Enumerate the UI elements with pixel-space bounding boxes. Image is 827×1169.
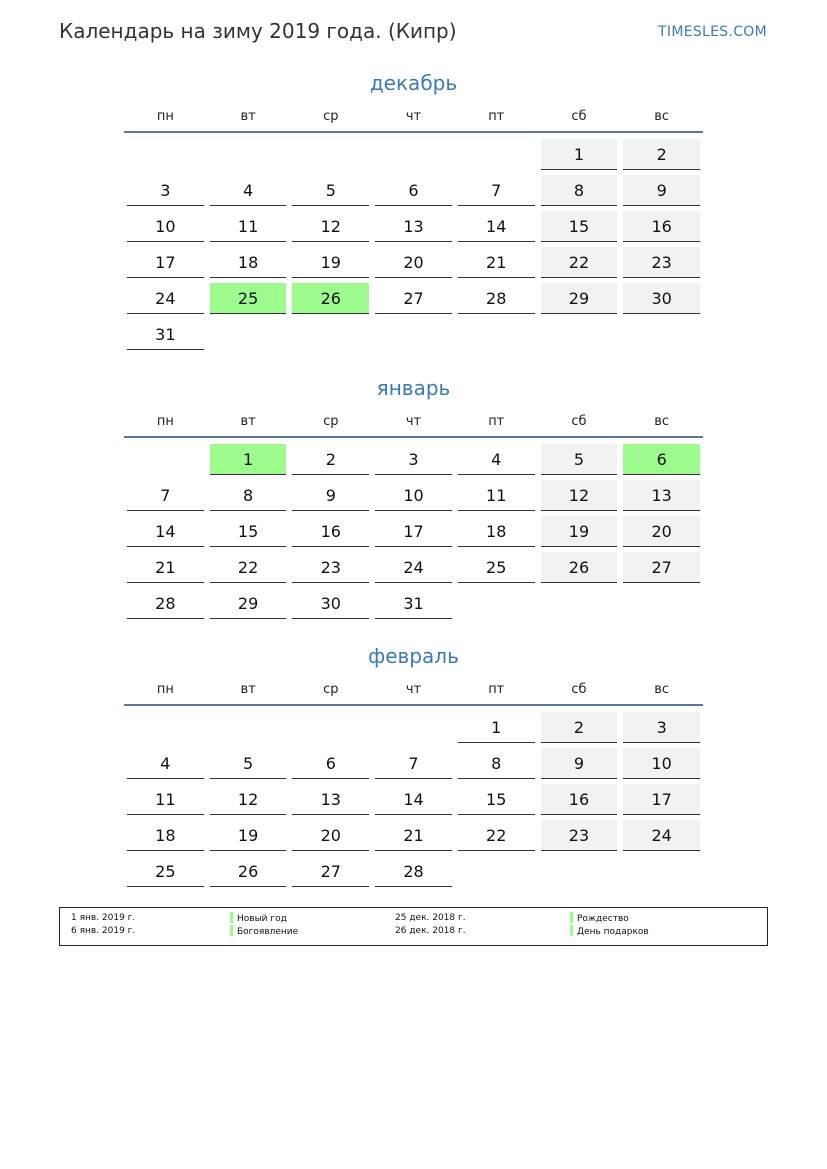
empty-cell [455,319,538,350]
day-number [458,856,535,887]
weekday-label: пт [488,109,505,124]
empty-cell [124,444,207,475]
day-number: 30 [292,588,369,619]
day-number: 19 [210,820,287,851]
day-cell [207,588,290,619]
day-cell [124,175,207,206]
day-number: 22 [541,247,618,278]
day-number [541,319,618,350]
week-row [124,784,703,815]
day-cell [124,516,207,547]
day-number: 11 [210,211,287,242]
legend-date: 6 янв. 2019 г. [71,926,136,936]
day-cell [207,516,290,547]
day-number: 5 [292,175,369,206]
day-number [458,139,535,170]
day-cell [538,552,621,583]
weekday-header [124,412,703,438]
day-number: 2 [623,139,700,170]
month-block [124,70,703,350]
day-number: 13 [623,480,700,511]
weekday-label: чт [405,414,422,429]
day-number: 16 [623,211,700,242]
weekday-label: чт [405,109,422,124]
day-number: 1 [541,139,618,170]
day-number: 10 [623,748,700,779]
day-cell [289,247,372,278]
day-number: 24 [127,283,204,314]
day-cell [538,516,621,547]
day-number [292,712,369,743]
day-cell [207,480,290,511]
day-number: 21 [127,552,204,583]
day-cell [538,139,621,170]
day-number [541,588,618,619]
day-cell [455,748,538,779]
day-number: 8 [210,480,287,511]
day-number [623,588,700,619]
week-row [124,319,703,350]
day-number: 20 [292,820,369,851]
day-cell [372,748,455,779]
empty-cell [538,856,621,887]
day-cell [538,480,621,511]
legend-item [230,926,298,937]
day-number: 27 [623,552,700,583]
day-number: 26 [541,552,618,583]
day-cell [455,444,538,475]
day-cell [372,784,455,815]
day-number: 23 [541,820,618,851]
weekday-label: пт [488,414,505,429]
day-number [127,444,204,475]
day-number [292,139,369,170]
day-number: 6 [623,444,700,475]
day-cell [455,552,538,583]
empty-cell [372,319,455,350]
legend-holiday-name: Богоявление [237,927,299,937]
day-number: 31 [127,319,204,350]
day-cell [124,211,207,242]
day-cell [538,211,621,242]
day-cell [372,820,455,851]
day-number: 4 [210,175,287,206]
day-number: 8 [541,175,618,206]
day-number: 29 [210,588,287,619]
day-cell [289,283,372,314]
week-row [124,139,703,170]
brand-link[interactable]: TIMESLES.COM [658,24,767,40]
day-number: 21 [375,820,452,851]
day-number: 24 [375,552,452,583]
day-number: 18 [458,516,535,547]
day-number: 25 [127,856,204,887]
day-number: 27 [375,283,452,314]
weekday-label: вс [654,109,670,124]
day-cell [124,820,207,851]
day-cell [207,444,290,475]
day-number: 13 [292,784,369,815]
day-cell [289,820,372,851]
day-cell [289,480,372,511]
weekday-label: вс [654,414,670,429]
day-cell [538,748,621,779]
legend-item [570,913,629,924]
weekday-label: вт [240,414,256,429]
empty-cell [289,319,372,350]
day-number: 26 [210,856,287,887]
day-number: 1 [210,444,287,475]
empty-cell [124,139,207,170]
day-cell [372,516,455,547]
day-cell [289,516,372,547]
empty-cell [289,139,372,170]
legend-date: 25 дек. 2018 г. [395,913,466,923]
weekday-label: ср [323,109,339,124]
day-number: 16 [541,784,618,815]
day-cell [289,784,372,815]
day-number [458,588,535,619]
week-row [124,283,703,314]
day-number [210,712,287,743]
empty-cell [455,856,538,887]
day-cell [289,856,372,887]
week-row [124,748,703,779]
weekday-label: сб [571,414,587,429]
day-number: 25 [458,552,535,583]
day-number: 6 [292,748,369,779]
day-number [623,319,700,350]
day-number: 18 [210,247,287,278]
week-row [124,712,703,743]
weekday-label: пн [156,414,174,429]
holiday-swatch [570,925,573,936]
day-cell [455,516,538,547]
day-cell [207,211,290,242]
weekday-label: вс [654,682,670,697]
empty-cell [207,139,290,170]
day-cell [207,175,290,206]
day-cell [372,588,455,619]
day-number: 10 [375,480,452,511]
day-number: 5 [541,444,618,475]
day-number: 26 [292,283,369,314]
day-number: 17 [375,516,452,547]
day-cell [207,247,290,278]
weekday-label: чт [405,682,422,697]
day-number: 6 [375,175,452,206]
legend-date: 1 янв. 2019 г. [71,913,136,923]
day-cell [455,247,538,278]
empty-cell [289,712,372,743]
day-number: 4 [458,444,535,475]
day-number: 23 [292,552,369,583]
day-cell [620,748,703,779]
day-cell [124,856,207,887]
month-name: февраль [368,644,459,668]
day-cell [372,283,455,314]
legend-holiday-name: Рождество [577,914,629,924]
day-number: 8 [458,748,535,779]
day-cell [124,319,207,350]
day-number: 15 [210,516,287,547]
day-number [127,139,204,170]
empty-cell [620,588,703,619]
day-cell [538,283,621,314]
day-number: 28 [127,588,204,619]
day-number: 11 [127,784,204,815]
day-number [541,856,618,887]
day-number: 9 [541,748,618,779]
week-row [124,211,703,242]
day-number: 20 [375,247,452,278]
empty-cell [620,856,703,887]
day-number: 13 [375,211,452,242]
day-number: 23 [623,247,700,278]
day-number: 2 [541,712,618,743]
day-cell [455,283,538,314]
day-cell [207,283,290,314]
day-number: 11 [458,480,535,511]
day-number: 15 [458,784,535,815]
day-cell [289,211,372,242]
legend-holiday-name: День подарков [577,927,649,937]
day-cell [455,175,538,206]
day-cell [289,748,372,779]
day-cell [455,211,538,242]
day-cell [620,516,703,547]
day-number [375,712,452,743]
legend-item [230,913,287,924]
day-cell [207,856,290,887]
empty-cell [538,588,621,619]
day-number [210,139,287,170]
empty-cell [124,712,207,743]
day-cell [455,712,538,743]
day-cell [124,784,207,815]
day-number: 14 [127,516,204,547]
holiday-swatch [230,912,233,923]
day-cell [455,480,538,511]
day-number: 22 [458,820,535,851]
week-row [124,247,703,278]
empty-cell [620,319,703,350]
day-number [127,712,204,743]
day-cell [620,480,703,511]
day-cell [620,552,703,583]
day-number: 18 [127,820,204,851]
day-number: 19 [541,516,618,547]
day-number: 24 [623,820,700,851]
day-number: 25 [210,283,287,314]
day-cell [289,444,372,475]
day-number: 7 [375,748,452,779]
day-number: 27 [292,856,369,887]
day-number: 1 [458,712,535,743]
weekday-label: вт [240,682,256,697]
day-cell [124,283,207,314]
day-cell [124,748,207,779]
day-number: 12 [210,784,287,815]
day-cell [620,247,703,278]
weekday-label: сб [571,682,587,697]
day-cell [538,784,621,815]
day-number: 15 [541,211,618,242]
day-number: 9 [292,480,369,511]
empty-cell [455,139,538,170]
month-name: январь [376,376,451,400]
day-number [623,856,700,887]
weekday-label: пн [156,109,174,124]
day-number: 17 [623,784,700,815]
day-number: 29 [541,283,618,314]
day-number: 20 [623,516,700,547]
day-cell [620,820,703,851]
weekday-header [124,107,703,133]
empty-cell [538,319,621,350]
day-number: 14 [458,211,535,242]
day-cell [372,480,455,511]
empty-cell [207,712,290,743]
day-number: 12 [292,211,369,242]
day-cell [620,175,703,206]
day-number [458,319,535,350]
weekday-label: ср [323,414,339,429]
day-cell [455,784,538,815]
day-number: 3 [623,712,700,743]
day-cell [620,444,703,475]
day-cell [289,175,372,206]
day-cell [124,588,207,619]
day-number: 9 [623,175,700,206]
day-cell [372,211,455,242]
day-cell [620,283,703,314]
day-cell [289,552,372,583]
day-cell [372,175,455,206]
week-row [124,820,703,851]
day-cell [538,712,621,743]
day-cell [538,247,621,278]
day-cell [538,444,621,475]
day-number: 17 [127,247,204,278]
day-cell [372,856,455,887]
day-number: 2 [292,444,369,475]
day-number: 31 [375,588,452,619]
day-cell [207,784,290,815]
day-number [210,319,287,350]
day-number: 7 [127,480,204,511]
day-cell [372,552,455,583]
day-number: 4 [127,748,204,779]
day-cell [207,552,290,583]
day-number: 21 [458,247,535,278]
day-number: 10 [127,211,204,242]
day-number: 14 [375,784,452,815]
empty-cell [372,139,455,170]
month-block [124,643,703,887]
week-row [124,552,703,583]
day-number [292,319,369,350]
weekday-label: ср [323,682,339,697]
day-number: 12 [541,480,618,511]
day-cell [124,247,207,278]
day-cell [289,588,372,619]
day-number [375,319,452,350]
week-row [124,516,703,547]
day-number: 5 [210,748,287,779]
weekday-label: пн [156,682,174,697]
legend-date: 26 дек. 2018 г. [395,926,466,936]
holiday-swatch [230,925,233,936]
day-number: 19 [292,247,369,278]
day-number: 3 [127,175,204,206]
day-cell [455,820,538,851]
day-cell [620,712,703,743]
day-cell [207,748,290,779]
day-number: 30 [623,283,700,314]
day-cell [372,247,455,278]
day-number: 28 [375,856,452,887]
day-number [375,139,452,170]
month-name: декабрь [369,71,458,95]
legend-holiday-name: Новый год [237,914,287,924]
day-cell [124,552,207,583]
empty-cell [455,588,538,619]
legend-item [570,926,649,937]
holiday-legend [59,907,768,946]
day-cell [538,820,621,851]
day-cell [620,784,703,815]
empty-cell [207,319,290,350]
day-cell [124,480,207,511]
day-number: 22 [210,552,287,583]
weekday-header [124,680,703,706]
week-row [124,856,703,887]
weekday-label: вт [240,109,256,124]
day-number: 28 [458,283,535,314]
day-number: 16 [292,516,369,547]
day-cell [372,444,455,475]
empty-cell [372,712,455,743]
day-cell [620,139,703,170]
weekday-label: пт [488,682,505,697]
week-row [124,175,703,206]
day-number: 7 [458,175,535,206]
day-cell [620,211,703,242]
week-row [124,444,703,475]
weekday-label: сб [571,109,587,124]
holiday-swatch [570,912,573,923]
week-row [124,588,703,619]
day-number: 3 [375,444,452,475]
page-title: Календарь на зиму 2019 года. (Кипр) [59,19,457,43]
day-cell [207,820,290,851]
week-row [124,480,703,511]
day-cell [538,175,621,206]
month-block [124,375,703,619]
